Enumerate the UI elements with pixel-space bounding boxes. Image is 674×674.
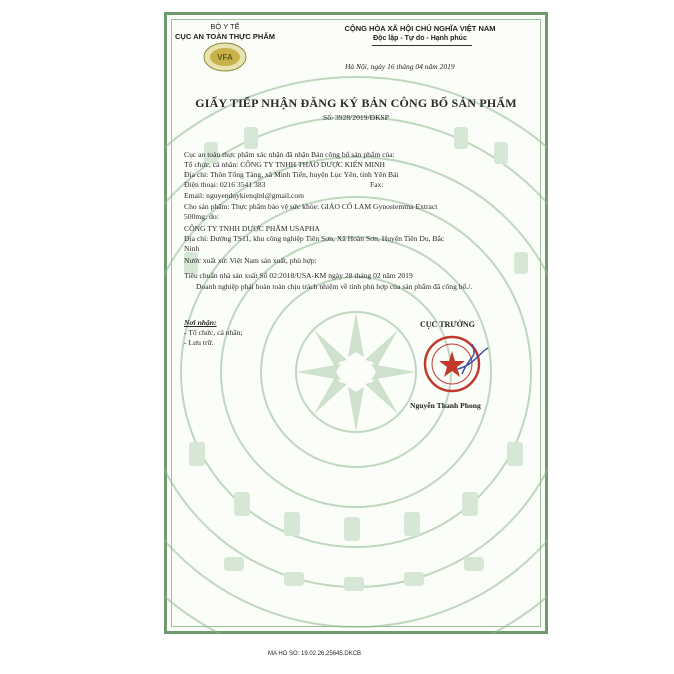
ministry-name: BỘ Y TẾ [210, 22, 240, 31]
document-number: Số: 3928/2019/ĐKSP [322, 113, 390, 122]
agency-name: CỤC AN TOÀN THỰC PHẨM [175, 32, 275, 41]
product-line-2: 500mg; do: [184, 212, 219, 221]
recipient-item: - Tổ chức, cá nhân; [184, 328, 243, 337]
product-line-1: Cho sản phẩm: Thực phẩm bảo vệ sức khỏe: GIẢO CỔ LAM Gynostemma Extract [184, 202, 438, 211]
organization-phone: Điện thoại: 0216 3541 383 [184, 180, 266, 189]
organization-fax: Fax: [370, 180, 384, 189]
manufacturer: CÔNG TY TNHH DƯỢC PHẨM USAPHA [184, 224, 320, 233]
manufacturer-address-2: Ninh [184, 244, 200, 253]
country-name: CỘNG HÒA XÃ HỘI CHỦ NGHĨA VIỆT NAM [344, 24, 496, 33]
origin: Nước xuất xứ: Việt Nam sản xuất, phù hợp: [184, 256, 317, 265]
manufacturer-address-1: Địa chỉ: Đường TS11, khu công nghiệp Tiên Sơn, Xã Hoàn Sơn, Huyện Tiên Du, Bắc [184, 234, 445, 243]
recipients-label: Nơi nhận: [184, 318, 217, 327]
signatory-title: CỤC TRƯỞNG [420, 320, 475, 329]
intro-text: Cục an toàn thực phẩm xác nhận đã nhận Bản công bố sản phẩm của: [184, 150, 395, 159]
motto-underline [372, 45, 472, 46]
standard: Tiêu chuẩn nhà sản xuất Số 02:2018/USA-KM ngày 28 tháng 02 năm 2019 [184, 271, 413, 280]
national-motto: Độc lập - Tự do - Hạnh phúc [373, 35, 467, 42]
organization-address: Địa chỉ: Thôn Tổng Tàng, xã Minh Tiến, huyện Lục Yên, tỉnh Yên Bái [184, 170, 399, 179]
organization-email: Email: nguyenduykienqlnl@gmail.com [184, 191, 305, 200]
issue-date: Hà Nội, ngày 16 tháng 04 năm 2019 [345, 62, 455, 71]
dossier-number: MA HO SO: 19.02.26.25645.DKCB [268, 651, 362, 657]
document-title: GIẤY TIẾP NHẬN ĐĂNG KÝ BẢN CÔNG BỐ SẢN PHẨM [195, 96, 517, 110]
recipient-item: - Lưu trữ. [184, 338, 214, 347]
organization: Tổ chức, cá nhân: CÔNG TY TNHH THẢO DƯỢC KIẾN MINH [184, 160, 386, 169]
responsibility-statement: Doanh nghiệp phải hoàn toàn chịu trách nhiệm về tính phù hợp của sản phẩm đã công bố./. [196, 282, 473, 291]
official-seal [420, 334, 490, 394]
signatory-name: Nguyễn Thanh Phong [410, 401, 481, 410]
svg-text:VFA: VFA [217, 53, 233, 62]
agency-logo [203, 42, 247, 72]
